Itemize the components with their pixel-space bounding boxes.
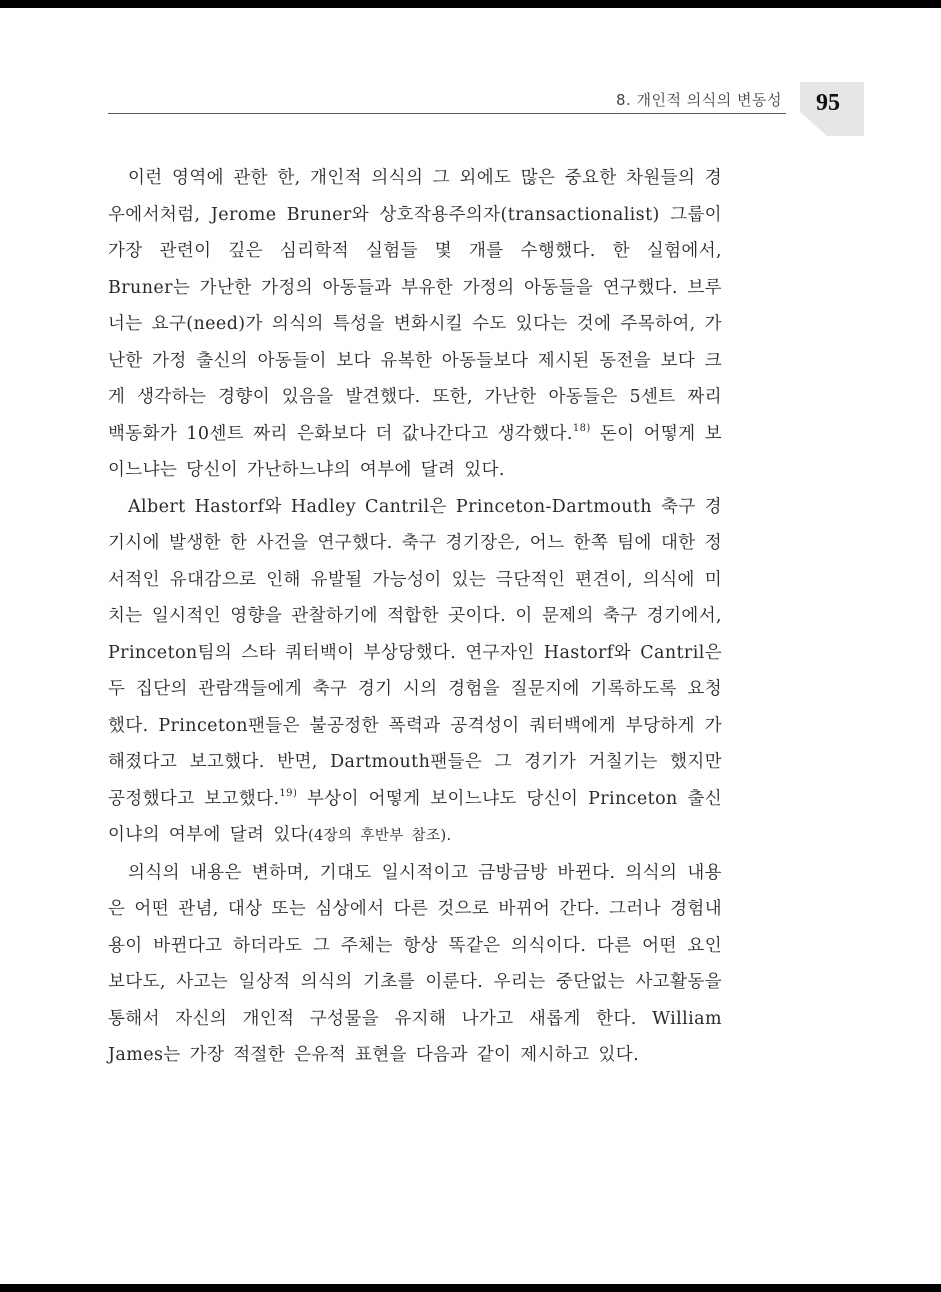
paragraph-text: 이런 영역에 관한 한, 개인적 의식의 그 외에도 많은 중요한 차원들의 경우에서처럼, Jerome Bruner와 상호작용주의자(transactionalist) 그룹이 가장 관련이 깊은 심리학적 실험들 몇 개를 수행했다. 한 실험에서, Bruner는 가난한 가정의 아동들과 부유한 가정의 아동들을 연구했다. 브루너는 요구(need)가 의식의 특성을 변화시킬 수도 있다는 것에 주목하여, 가난한 가정 출신의 아동들이 보다 유복한 아동들보다 제시된 동전을 보다 크게 생각하는 경향이 있음을 발견했다. 또한, 가난한 아동들은 5센트 짜리 백동화가 10센트 짜리 은화보다 더 값나간다고 생각했다.	[108, 168, 722, 444]
body-text	[108, 160, 722, 1074]
page-number: 95	[816, 90, 840, 116]
paragraph-text: 의식의 내용은 변하며, 기대도 일시적이고 금방금방 바뀐다. 의식의 내용은 어떤 관념, 대상 또는 심상에서 다른 것으로 바뀌어 간다. 그러나 경험내용이 바뀐다고 하더라도 그 주체는 항상 똑같은 의식이다. 다른 어떤 요인보다도, 사고는 일상적 의식의 기초를 이룬다. 우리는 중단없는 사고활동을 통해서 자신의 개인적 구성물을 유지해 나가고 새롭게 한다. William James는 가장 적절한 은유적 표현을 다음과 같이 제시하고 있다.	[108, 862, 722, 1065]
paragraph-2	[108, 489, 722, 855]
paragraph-1	[108, 160, 722, 489]
paragraph-text: 돈이 어떻게 보이느냐는 당신이 가난하느냐의 여부에 달려 있다.	[108, 423, 723, 480]
running-header	[108, 88, 786, 114]
footnote-ref-18[interactable]: 18)	[572, 422, 591, 434]
footnote-ref-19[interactable]: 19)	[279, 787, 298, 799]
bottom-border-bar	[0, 1284, 941, 1292]
chapter-title: 8. 개인적 의식의 변동성	[615, 91, 782, 109]
paragraph-3	[108, 855, 722, 1074]
top-border-bar	[0, 0, 941, 8]
chapter-reference: (4장의 후반부 참조).	[307, 828, 452, 844]
paragraph-text: Albert Hastorf와 Hadley Cantril은 Princeton-Dartmouth 축구 경기시에 발생한 한 사건을 연구했다. 축구 경기장은, 어느 한쪽 팀에 대한 정서적인 유대감으로 인해 유발될 가능성이 있는 극단적인 편견이, 의식에 미치는 일시적인 영향을 관찰하기에 적합한 곳이다. 이 문제의 축구 경기에서, Princeton팀의 스타 쿼터백이 부상당했다. 연구자인 Hastorf와 Cantril은 두 집단의 관람객들에게 축구 경기 시의 경험을 질문지에 기록하도록 요청했다. Princeton팬들은 불공정한 폭력과 공격성이 쿼터백에게 부당하게 가해졌다고 보고했다. 반면, Dartmouth팬들은 그 경기가 거칠기는 했지만 공정했다고 보고했다.	[108, 496, 722, 809]
paragraph-text: 부상이 어떻게 보이느냐도 당신이 Princeton 출신이냐의 여부에 달려 있다	[108, 788, 722, 845]
